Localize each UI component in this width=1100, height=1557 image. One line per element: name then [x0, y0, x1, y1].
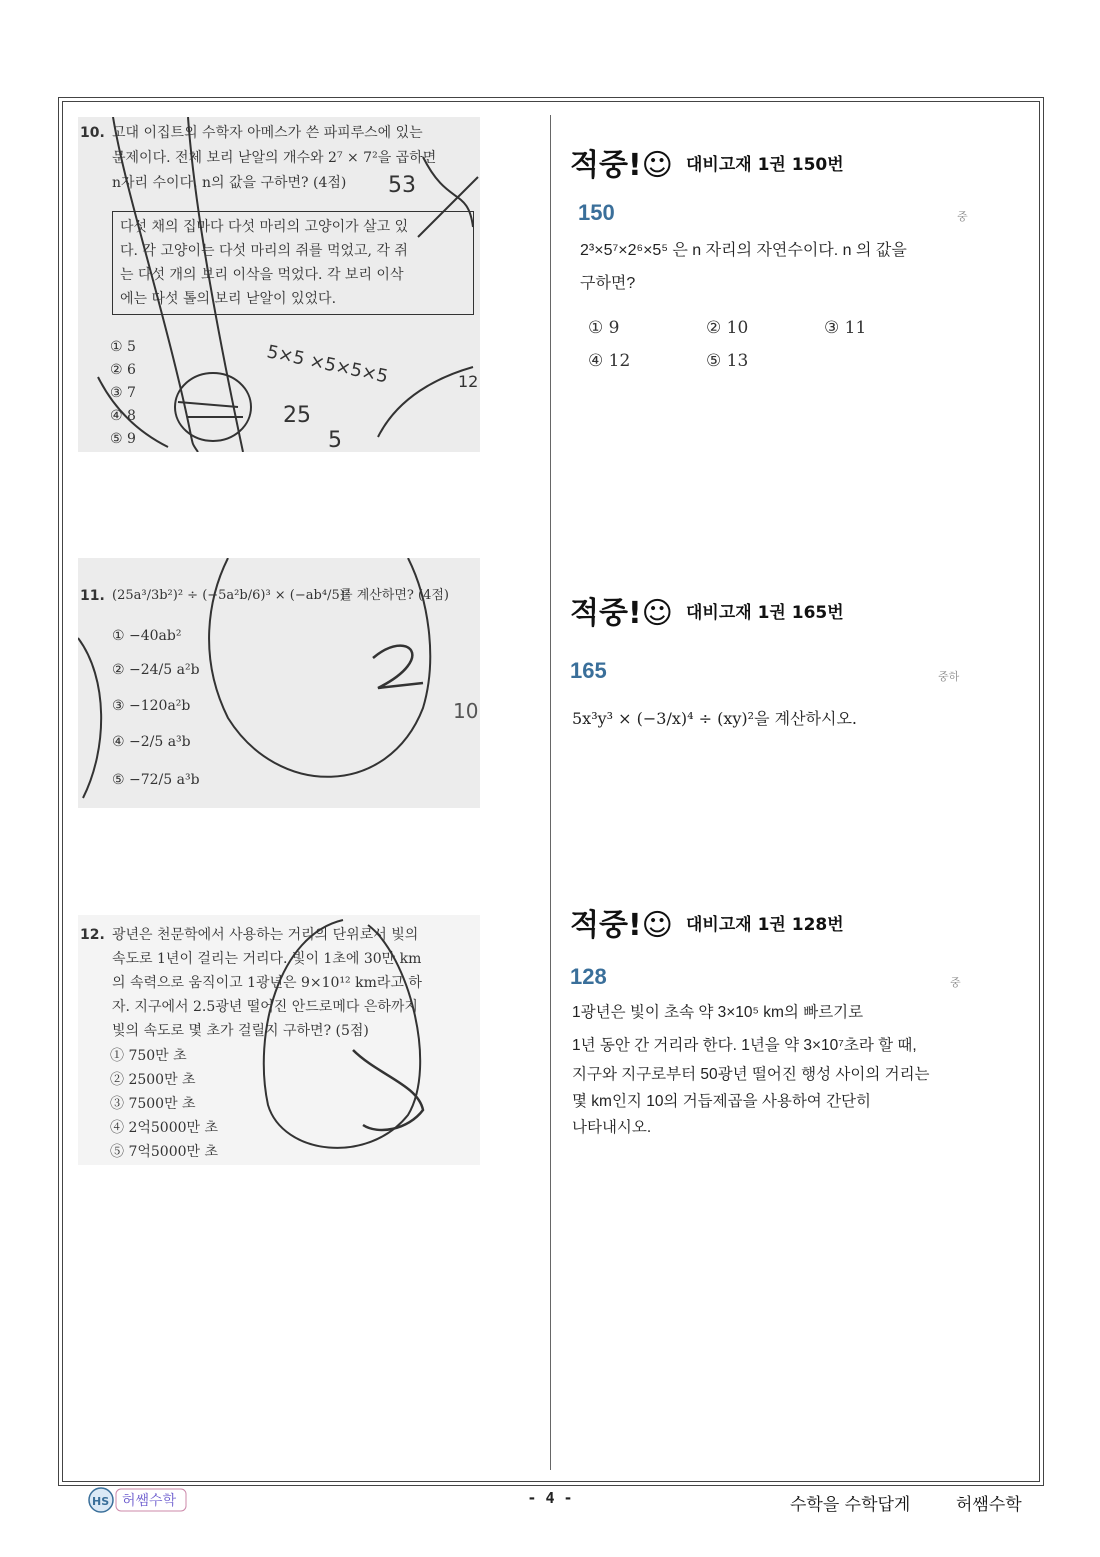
- hit-3-badge: 적중!☺: [570, 908, 673, 943]
- question-10-option-5: ⑤ 9: [110, 431, 136, 447]
- question-10-number: 10.: [80, 125, 105, 141]
- brand-logo: [88, 1487, 188, 1513]
- question-10-option-3: ③ 7: [110, 385, 136, 401]
- problem-150-option-2: ② 10: [706, 318, 749, 338]
- problem-128-line-2: 1년 동안 간 거리라 한다. 1년을 약 3×10⁷초라 할 때,: [572, 1037, 917, 1054]
- question-12-option-1: ① 750만 초: [110, 1048, 187, 1064]
- svg-text:5×5 ×5×5×5: 5×5 ×5×5×5: [264, 341, 390, 388]
- column-divider: [550, 115, 551, 1470]
- problem-150-option-1: ① 9: [588, 318, 620, 338]
- problem-150-option-3: ③ 11: [824, 318, 867, 338]
- question-10-line-2: 문제이다. 전체 보리 낟알의 개수와 2⁷ × 7²을 곱하면: [112, 150, 437, 166]
- question-11-option-3: ③ −120a²b: [112, 698, 191, 714]
- question-10-option-2: ② 6: [110, 362, 136, 378]
- question-12-handwriting: [78, 915, 480, 1165]
- svg-text:5: 5: [328, 428, 342, 452]
- hit-2-reference: 대비고재 1권 165번: [686, 603, 844, 623]
- question-12-line-2: 속도로 1년이 걸리는 거리다. 빛이 1초에 30만 km: [112, 951, 422, 967]
- problem-150-line-2: 구하면?: [580, 275, 636, 292]
- problem-165-number: 165: [570, 658, 607, 683]
- question-11-option-2: ② −24/5 a²b: [112, 662, 200, 678]
- question-11-handwriting: [78, 558, 480, 808]
- svg-text:HS: HS: [92, 1495, 110, 1508]
- problem-150-option-5: ⑤ 13: [706, 351, 749, 371]
- question-10-line-1: 고대 이집트의 수학자 아메스가 쓴 파피루스에 있는: [112, 125, 423, 141]
- footer-brand: 허쌤수학: [956, 1495, 1022, 1515]
- problem-128-line-5: 나타내시오.: [572, 1119, 652, 1136]
- question-10-box-line-3: 는 다섯 개의 보리 이삭을 먹었다. 각 보리 이삭: [120, 267, 404, 283]
- problem-128-line-4: 몇 km인지 10의 거듭제곱을 사용하여 간단히: [572, 1093, 872, 1110]
- question-12-line-5: 빛의 속도로 몇 초가 걸릴지 구하면? (5점): [112, 1023, 369, 1039]
- question-10-option-1: ① 5: [110, 339, 136, 355]
- svg-text:53: 53: [388, 173, 416, 198]
- page-number: - 4 -: [527, 1489, 573, 1507]
- question-11-option-4: ④ −2/5 a³b: [112, 734, 191, 750]
- problem-128-level: 중: [950, 977, 961, 989]
- question-12-option-2: ② 2500만 초: [110, 1072, 196, 1088]
- question-11-expression: (25a³/3b²)² ÷ (−5a²b/6)³ × (−ab⁴/5)²: [112, 588, 350, 603]
- question-12-line-1: 광년은 천문학에서 사용하는 거리의 단위로서 빛의: [112, 927, 419, 943]
- question-10-box-line-1: 다섯 채의 집마다 다섯 마리의 고양이가 살고 있: [120, 219, 409, 235]
- problem-165-level: 중하: [938, 671, 960, 683]
- hit-3-reference: 대비고재 1권 128번: [686, 915, 844, 935]
- question-12-option-4: ④ 2억5000만 초: [110, 1120, 219, 1136]
- problem-128-line-1: 1광년은 빛이 초속 약 3×10⁵ km의 빠르기로: [572, 1004, 864, 1021]
- question-10-box-line-2: 다. 각 고양이는 다섯 마리의 쥐를 먹었고, 각 쥐: [120, 243, 408, 259]
- question-12-line-4: 자. 지구에서 2.5광년 떨어진 안드로메다 은하까지: [112, 999, 418, 1015]
- question-10-box-line-4: 에는 다섯 톨의 보리 낟알이 있었다.: [120, 291, 337, 307]
- question-10-scan: [78, 117, 480, 452]
- problem-150-level: 중: [957, 211, 968, 223]
- problem-150-number: 150: [578, 200, 615, 225]
- hit-1-reference: 대비고재 1권 150번: [686, 155, 844, 175]
- hit-1-badge: 적중!☺: [570, 148, 673, 183]
- question-11-option-1: ① −40ab²: [112, 628, 182, 644]
- problem-128-line-3: 지구와 지구로부터 50광년 떨어진 행성 사이의 거리는: [572, 1066, 930, 1083]
- question-12-option-5: ⑤ 7억5000만 초: [110, 1144, 219, 1160]
- question-10-handwriting: [78, 117, 480, 452]
- question-10-option-4: ④ 8: [110, 408, 136, 424]
- svg-text:25: 25: [283, 403, 311, 428]
- problem-150-option-4: ④ 12: [588, 351, 631, 371]
- question-12-number: 12.: [80, 927, 105, 943]
- svg-text:10: 10: [453, 699, 479, 723]
- logo-text: 허쌤수학: [122, 1493, 177, 1509]
- question-12-scan: [78, 915, 480, 1165]
- question-11-number: 11.: [80, 588, 105, 604]
- svg-text:12: 12: [458, 372, 479, 391]
- problem-150-line-1: 2³×5⁷×2⁶×5⁵ 은 n 자리의 자연수이다. n 의 값을: [580, 242, 907, 259]
- hit-2-badge: 적중!☺: [570, 596, 673, 631]
- problem-128-number: 128: [570, 964, 607, 989]
- question-12-option-3: ③ 7500만 초: [110, 1096, 196, 1112]
- footer-slogan: 수학을 수학답게: [790, 1495, 911, 1515]
- question-11-option-5: ⑤ −72/5 a³b: [112, 772, 200, 788]
- question-10-line-3: n자리 수이다. n의 값을 구하면? (4점): [112, 175, 347, 191]
- problem-165-line-1: 5x³y³ × (−3/x)⁴ ÷ (xy)²을 계산하시오.: [572, 709, 857, 728]
- question-12-line-3: 의 속력으로 움직이고 1광년은 9×10¹² km라고 하: [112, 975, 422, 991]
- question-11-tail: 를 계산하면? (4점): [340, 588, 449, 603]
- question-11-scan: [78, 558, 480, 808]
